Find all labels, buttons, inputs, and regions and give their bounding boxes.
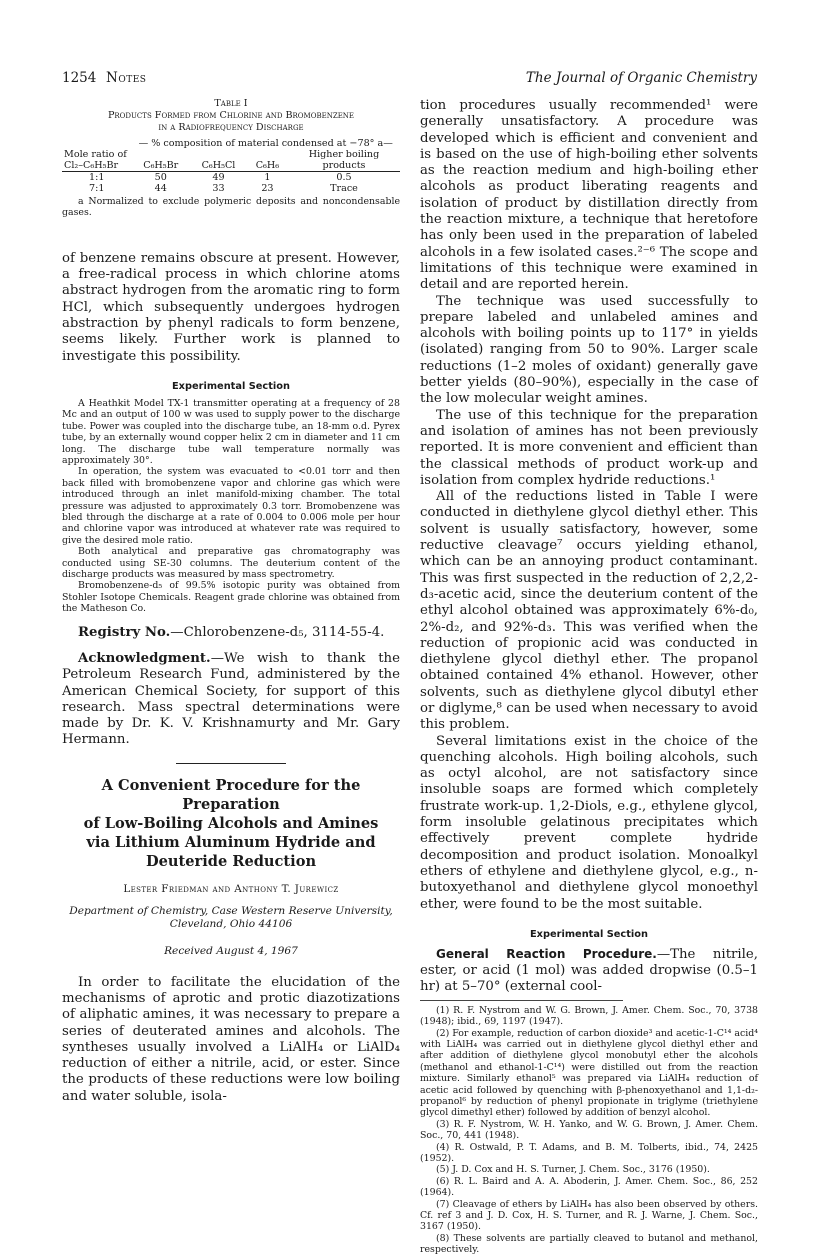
table-cell: 1:1 [88,172,105,183]
right-column [420,98,758,1256]
table-row [62,183,400,194]
experimental-paragraph: Bromobenzene-d₅ of 99.5% isotopic purity was obtained from Stohler Isotope Chemicals. Reagent grade chlorine was obtained from the Matheson Co. [62,580,400,615]
affiliation-line: Cleveland, Ohio 44106 [169,917,293,930]
general-procedure-label: General Reaction Procedure. [436,946,657,961]
paragraph-continuation: of benzene remains obscure at present. However, a free-radical process in which chlorine atoms abstract hydrogen from the aromatic ring to form HCl, which subsequently undergoes hydrogen abstraction by phenyl radicals to form benzene, seems likely. Further work is planned to investigate this possibility. [62,250,400,364]
table-cell: 7:1 [88,183,105,194]
table-empty-cell [247,149,288,160]
table-span-header: — % composition of material condensed at −78° a— [138,138,393,149]
introduction-paragraph: In order to facilitate the elucidation of the mechanisms of aprotic and protic diazotizations of aliphatic amines, it was necessary to prepare a series of deuterated amines and alcohols. The syntheses usually involved a LiAlH₄ or LiAlD₄ reduction of either a nitrile, acid, or ester. Since the products of these reductions were low boiling and water soluble, isola- [62,974,400,1104]
footnotes [420,1005,758,1256]
table-empty-cell [62,138,131,149]
acknowledgment-text: —We wish to thank the Petroleum Research Fund, administered by the American Chemical Society, for support of this research. Mass spectral determinations were made by Dr. K. V. Krishnamurty and Mr. Gary Hermann. [62,650,400,748]
registry-paragraph [62,625,400,641]
table-row [62,172,400,184]
body-paragraph: All of the reductions listed in Table I were conducted in diethylene glycol diethyl ether. This solvent is usually satisfactory, however, some reductive cleavage⁷ occurs yielding ethanol, which can be an annoying product contaminant. This was first suspected in the reduction of 2,2,2-d₃-acetic acid, since the deuterium content of the ethyl alcohol obtained was approximately 6%-d₀, 2%-d₂, and 92%-d₃. This was verified when the reduction of propionic acid was conducted in diethylene glycol diethyl ether. The propanol obtained contained 4% ethanol. However, other solvents, such as diethylene glycol dibutyl ether or diglyme,⁸ can be used when necessary to avoid this problem. [420,489,758,733]
table-cell: 0.5 [336,172,352,183]
col-benzene-header: C₆H₆ [255,160,280,171]
acknowledgment-paragraph [62,651,400,749]
experimental-paragraph: In operation, the system was evacuated to <0.01 torr and then back filled with bromobenzene vapor and chlorine gas which were introduced through an inlet manifold-mixing chamber. The total pressure was adjusted to approximately 0.3 torr. Bromobenzene was bled through the discharge at a rate of 0.004 to 0.006 mole per hour and chlorine vapor was introduced at whatever rate was required to give the desired mole ratio. [62,466,400,546]
article-title-line: A Convenient Procedure for the Preparation [101,776,361,813]
article-authors: Lester Friedman and Anthony T. Jurewicz [123,882,339,895]
col-ratio-header-1: Mole ratio of [64,149,127,160]
table-cell: 44 [154,183,167,194]
table-title-line2: in a Radiofrequency Discharge [158,122,304,133]
general-procedure-text: —The nitrile, ester, or acid (1 mol) was added dropwise (0.5–1 hr) at 5–70° (external cool- [420,946,758,995]
body-paragraph: The use of this technique for the preparation and isolation of amines has not been previously reported. It is more convenient and efficient than the classical methods of product work-up and isolation from complex hydride reductions.¹ [420,407,758,488]
article-title-line: of Low-Boiling Alcohols and Amines [83,814,379,832]
table-header-row2 [62,160,400,172]
general-procedure-paragraph [420,946,758,996]
table-empty-cell [131,149,190,160]
article-title-line: Deuteride Reduction [145,852,317,870]
data-table [62,138,400,194]
footnote-rule [420,1000,623,1001]
footnote-item: (7) Cleavage of ethers by LiAlH₄ has also been observed by others. Cf. ref 3 and J. D. Cox, H. S. Turner, and R. J. Warne, J. Chem. Soc., 3167 (1950). [420,1198,758,1233]
table-header-span [62,138,400,149]
experimental-heading-right: Experimental Section [529,928,648,940]
left-column [62,98,400,1105]
footnote-item: (8) These solvents are partially cleaved to butanol and methanol, respectively. [420,1232,758,1256]
article-divider [176,763,286,764]
table-cell: 33 [212,183,225,194]
body-paragraph: Several limitations exist in the choice of the quenching alcohols. High boiling alcohols, such as octyl alcohol, are not satisfactory since insoluble soaps are formed which completely frustrate work-up. 1,2-Diols, e.g., ethylene glycol, form insoluble gelatinous precipitates which effectively prevent complete hydride decomposition and product isolation. Monoalkyl ethers of ethylene and diethylene glycol, e.g., n-butoxyethanol and diethylene glycol monoethyl ether, were found to be the most suitable. [420,733,758,912]
affiliation-line: Department of Chemistry, Case Western Reserve University, [69,904,393,917]
received-date: Received August 4, 1967 [164,944,298,957]
footnote-item: (4) R. Ostwald, P. T. Adams, and B. M. Tolberts, ibid., 74, 2425 (1952). [420,1141,758,1165]
footnote-item: (2) For example, reduction of carbon dioxide³ and acetic-1-C¹⁴ acid⁴ with LiAlH₄ was carried out in diethylene glycol diethyl ether and after addition of diethylene glycol monobutyl ether the alcohols (methanol and ethanol-1-C¹⁴) were distilled out from the reaction mixture. Similarly ethanol⁵ was prepared via LiAlH₄ reduction of acetic acid followed by quenching with β-phenoxyethanol and 1,1-d₂-propanol⁶ by reduction of phenyl propionate in triglyme (triethylene glycol dimethyl ether) followed by addition of benzyl alcohol. [420,1027,758,1119]
col-higher-header-2: products [322,160,366,171]
experimental-heading-left: Experimental Section [171,380,290,392]
table-cell: 1 [264,172,271,183]
footnote-item: (5) J. D. Cox and H. S. Turner, J. Chem. Soc., 3176 (1950). [436,1164,710,1176]
table-cell: 23 [261,183,274,194]
table-cell: Trace [330,183,358,194]
col-chlorobenzene-header: C₆H₅Cl [201,160,236,171]
acknowledgment-label: Acknowledgment. [78,650,211,666]
table-footnote: a Normalized to exclude polymeric deposits and noncondensable gases. [62,196,400,219]
table-title-line1: Products Formed from Chlorine and Bromobenzene [107,110,355,121]
table-cell: 49 [212,172,225,183]
article-title [62,776,400,871]
table-cell: 50 [154,172,167,183]
registry-text: —Chlorobenzene-d₅, 3114-55-4. [170,624,385,640]
page-number: 1254 [62,70,97,86]
col-bromobenzene-header: C₆H₅Br [143,160,179,171]
footnote-item: (3) R. F. Nystrom, W. H. Yanko, and W. G. Brown, J. Amer. Chem. Soc., 70, 441 (1948). [420,1118,758,1142]
table-empty-cell [190,149,247,160]
footnote-item: (1) R. F. Nystrom and W. G. Brown, J. Amer. Chem. Soc., 70, 3738 (1948); ibid., 69, 1197 (1947). [420,1004,758,1028]
body-paragraph: The technique was used successfully to prepare labeled and unlabeled amines and alcohols with boiling points up to 117° in yields (isolated) ranging from 50 to 90%. Larger scale reductions (1–2 moles of oxidant) generally gave better yields (80–90%), especially in the case of the low molecular weight amines. [420,293,758,407]
body-paragraph: tion procedures usually recommended¹ were generally unsatisfactory. A procedure was developed which is efficient and convenient and is based on the use of high-boiling ether solvents as the reaction medium and high-boiling ether alcohols as product liberating reagents and isolation of product by distillation directly from the reaction mixture, a technique that heretofore has only been used in the preparation of labeled alcohols in a few isolated cases.²⁻⁶ The scope and limitations of this technique were examined in detail and are reported herein. [420,98,758,293]
article-title-line: via Lithium Aluminum Hydride and [86,833,376,851]
col-higher-header-1: Higher boiling [308,149,380,160]
running-header [62,70,757,90]
journal-name: The Journal of Organic Chemistry [525,70,757,86]
article-affiliation [62,905,400,931]
table-i [62,98,400,219]
experimental-paragraph: Both analytical and preparative gas chromatography was conducted using SE-30 columns. The deuterium content of the discharge products was measured by mass spectrometry. [62,546,400,580]
experimental-paragraph: A Heathkit Model TX-1 transmitter operating at a frequency of 28 Mc and an output of 100 w was used to supply power to the discharge tube. Power was coupled into the discharge tube, an 18-mm o.d. Pyrex tube, by an externally wound copper helix 2 cm in diameter and 11 cm long. The discharge tube wall temperature normally was approximately 30°. [62,397,400,466]
col-ratio-header-2: Cl₂–C₆H₅Br [64,160,119,171]
footnote-item: (6) R. L. Baird and A. A. Aboderin, J. Amer. Chem. Soc., 86, 252 (1964). [420,1175,758,1199]
section-name: Notes [106,70,147,86]
table-label: Table I [214,98,248,109]
registry-label: Registry No. [78,624,171,640]
table-header-row1 [62,149,400,160]
